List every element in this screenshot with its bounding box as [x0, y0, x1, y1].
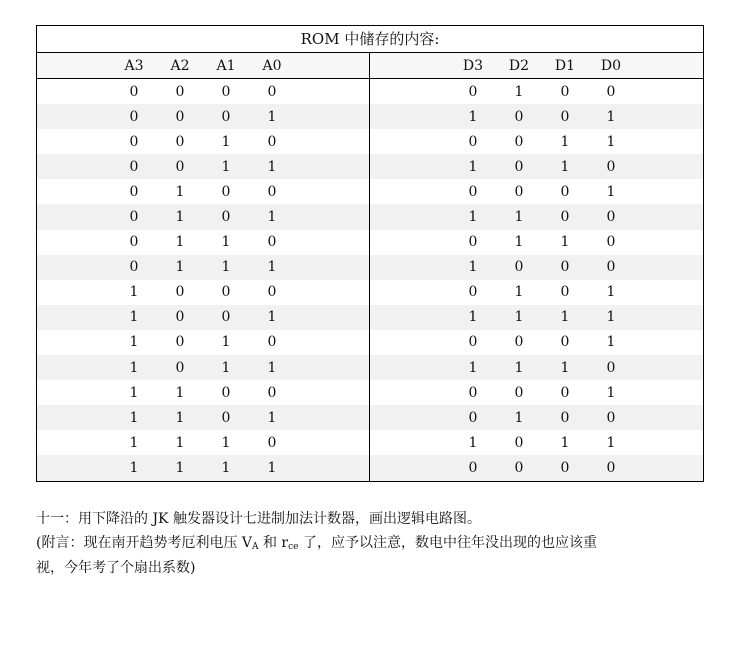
address-cell: 0 [267, 234, 277, 251]
header-a0: A0 [262, 57, 282, 74]
address-row [37, 154, 369, 179]
data-cell: 1 [468, 158, 478, 175]
address-cell: 1 [221, 434, 231, 451]
address-cell: 0 [267, 83, 277, 100]
address-cell: 1 [221, 459, 231, 476]
address-cell: 0 [221, 384, 231, 401]
note-line-1 [36, 531, 708, 559]
subscript-a: A [252, 542, 259, 552]
question-text: 十一：用下降沿的 JK 触发器设计七进制加法计数器，画出逻辑电路图。 [36, 511, 481, 527]
data-cell: 0 [606, 209, 616, 226]
address-cell: 0 [221, 309, 231, 326]
address-cell: 0 [267, 284, 277, 301]
data-row [370, 355, 703, 380]
data-row [370, 455, 703, 480]
address-row [37, 455, 369, 480]
address-cell: 0 [175, 158, 185, 175]
note-part-1: (附言：现在南开趋势考厄利电压 V [36, 535, 253, 551]
data-cell: 1 [606, 284, 616, 301]
data-cell: 1 [468, 434, 478, 451]
data-cell: 1 [468, 108, 478, 125]
address-cell: 1 [221, 234, 231, 251]
header-a3: A3 [124, 57, 144, 74]
data-cell: 0 [468, 334, 478, 351]
address-cell: 0 [175, 284, 185, 301]
data-cell: 1 [468, 259, 478, 276]
address-cell: 1 [129, 409, 139, 426]
address-cell: 1 [129, 334, 139, 351]
header-a2: A2 [170, 57, 190, 74]
data-cell: 0 [560, 83, 570, 100]
data-cell: 0 [468, 459, 478, 476]
data-rows [370, 79, 703, 481]
data-cell: 1 [560, 234, 570, 251]
address-cell: 1 [175, 409, 185, 426]
data-cell: 0 [560, 108, 570, 125]
address-row [37, 79, 369, 104]
data-cell: 1 [606, 334, 616, 351]
address-row [37, 380, 369, 405]
data-cell: 0 [514, 384, 524, 401]
address-cell: 0 [129, 108, 139, 125]
data-cell: 0 [606, 359, 616, 376]
address-cell: 0 [129, 209, 139, 226]
data-cell: 1 [606, 133, 616, 150]
data-cell: 0 [606, 158, 616, 175]
address-cell: 0 [175, 334, 185, 351]
address-row [37, 305, 369, 330]
address-row [37, 330, 369, 355]
address-cell: 1 [175, 459, 185, 476]
address-cell: 1 [267, 209, 277, 226]
data-cell: 1 [468, 309, 478, 326]
address-cell: 0 [267, 133, 277, 150]
address-header-row [37, 53, 369, 79]
address-cell: 0 [129, 133, 139, 150]
header-d1: D1 [554, 57, 576, 74]
data-cell: 1 [514, 209, 524, 226]
address-cell: 1 [221, 158, 231, 175]
data-cell: 0 [560, 384, 570, 401]
data-cell: 1 [514, 359, 524, 376]
address-row [37, 129, 369, 154]
data-cell: 0 [606, 234, 616, 251]
address-row [37, 204, 369, 229]
address-row [37, 405, 369, 430]
address-cell: 1 [175, 384, 185, 401]
data-cell: 0 [514, 434, 524, 451]
data-cell: 1 [514, 309, 524, 326]
note-part-3: 了，应予以注意，数电中往年没出现的也应该重 [298, 535, 597, 551]
data-cell: 1 [514, 83, 524, 100]
data-cell: 0 [514, 259, 524, 276]
data-cell: 0 [606, 459, 616, 476]
address-cell: 0 [221, 108, 231, 125]
address-cell: 1 [129, 359, 139, 376]
address-rows [37, 79, 369, 481]
data-row [370, 230, 703, 255]
address-cell: 0 [267, 434, 277, 451]
data-cell: 1 [606, 108, 616, 125]
data-cell: 0 [514, 334, 524, 351]
address-row [37, 104, 369, 129]
data-cell: 0 [514, 158, 524, 175]
header-d3: D3 [462, 57, 484, 74]
address-cell: 1 [267, 259, 277, 276]
data-cell: 0 [560, 409, 570, 426]
data-row [370, 154, 703, 179]
data-row [370, 104, 703, 129]
data-cell: 1 [606, 183, 616, 200]
address-cell: 0 [129, 183, 139, 200]
address-cell: 1 [129, 384, 139, 401]
address-cell: 1 [129, 434, 139, 451]
subscript-ce: ce [288, 542, 299, 552]
address-cell: 0 [175, 133, 185, 150]
address-cell: 1 [267, 459, 277, 476]
data-cell: 0 [468, 284, 478, 301]
data-cell: 1 [606, 309, 616, 326]
address-cell: 1 [129, 284, 139, 301]
address-cell: 0 [175, 108, 185, 125]
data-cell: 0 [468, 183, 478, 200]
data-cell: 0 [606, 409, 616, 426]
address-cell: 1 [267, 309, 277, 326]
note-line-2: 视，今年考了个扇出系数) [36, 560, 196, 576]
data-row [370, 330, 703, 355]
address-cell: 0 [129, 234, 139, 251]
data-row [370, 129, 703, 154]
data-cell: 0 [560, 334, 570, 351]
data-row [370, 380, 703, 405]
data-cell: 0 [560, 183, 570, 200]
data-column-group [370, 53, 703, 481]
address-cell: 0 [221, 209, 231, 226]
address-cell: 1 [175, 209, 185, 226]
data-cell: 0 [606, 83, 616, 100]
data-cell: 0 [560, 459, 570, 476]
address-cell: 1 [221, 133, 231, 150]
address-row [37, 355, 369, 380]
data-row [370, 255, 703, 280]
data-row [370, 79, 703, 104]
address-cell: 1 [175, 183, 185, 200]
data-row [370, 405, 703, 430]
data-row [370, 430, 703, 455]
address-cell: 1 [267, 108, 277, 125]
address-cell: 1 [221, 334, 231, 351]
data-cell: 1 [560, 434, 570, 451]
address-cell: 1 [267, 359, 277, 376]
data-cell: 1 [560, 359, 570, 376]
data-cell: 0 [560, 209, 570, 226]
table-grid [37, 53, 703, 481]
address-cell: 0 [267, 384, 277, 401]
address-cell: 1 [175, 234, 185, 251]
address-cell: 0 [221, 183, 231, 200]
data-cell: 0 [560, 284, 570, 301]
data-cell: 0 [514, 133, 524, 150]
address-cell: 0 [129, 259, 139, 276]
data-cell: 1 [514, 409, 524, 426]
data-row [370, 305, 703, 330]
data-cell: 1 [514, 284, 524, 301]
address-cell: 0 [175, 309, 185, 326]
rom-content-table [36, 25, 704, 482]
address-cell: 0 [175, 359, 185, 376]
data-cell: 0 [468, 234, 478, 251]
address-cell: 0 [267, 334, 277, 351]
address-row [37, 280, 369, 305]
address-cell: 0 [267, 183, 277, 200]
data-row [370, 179, 703, 204]
data-cell: 0 [514, 108, 524, 125]
address-cell: 1 [175, 434, 185, 451]
data-cell: 0 [468, 384, 478, 401]
header-a1: A1 [216, 57, 236, 74]
data-cell: 1 [560, 133, 570, 150]
address-row [37, 179, 369, 204]
data-cell: 1 [514, 234, 524, 251]
data-row [370, 204, 703, 229]
address-row [37, 255, 369, 280]
address-row [37, 430, 369, 455]
address-cell: 1 [267, 409, 277, 426]
address-cell: 1 [221, 359, 231, 376]
data-cell: 1 [606, 434, 616, 451]
note-part-2: 和 r [258, 535, 289, 551]
header-d2: D2 [508, 57, 530, 74]
address-cell: 0 [129, 158, 139, 175]
data-row [370, 280, 703, 305]
data-header-row [370, 53, 703, 79]
data-cell: 0 [606, 259, 616, 276]
data-cell: 0 [468, 83, 478, 100]
data-cell: 0 [468, 409, 478, 426]
data-cell: 0 [468, 133, 478, 150]
data-cell: 1 [606, 384, 616, 401]
data-cell: 0 [560, 259, 570, 276]
address-cell: 1 [129, 459, 139, 476]
data-cell: 1 [560, 158, 570, 175]
header-d0: D0 [600, 57, 622, 74]
address-cell: 1 [129, 309, 139, 326]
data-cell: 1 [560, 309, 570, 326]
address-column-group [37, 53, 370, 481]
address-cell: 0 [221, 284, 231, 301]
address-row [37, 230, 369, 255]
data-cell: 0 [514, 459, 524, 476]
table-title: ROM 中储存的内容: [37, 26, 703, 53]
data-cell: 0 [514, 183, 524, 200]
address-cell: 0 [221, 83, 231, 100]
data-cell: 1 [468, 209, 478, 226]
address-cell: 1 [175, 259, 185, 276]
address-cell: 0 [221, 409, 231, 426]
address-cell: 0 [129, 83, 139, 100]
address-cell: 0 [175, 83, 185, 100]
address-cell: 1 [221, 259, 231, 276]
address-cell: 1 [267, 158, 277, 175]
data-cell: 1 [468, 359, 478, 376]
